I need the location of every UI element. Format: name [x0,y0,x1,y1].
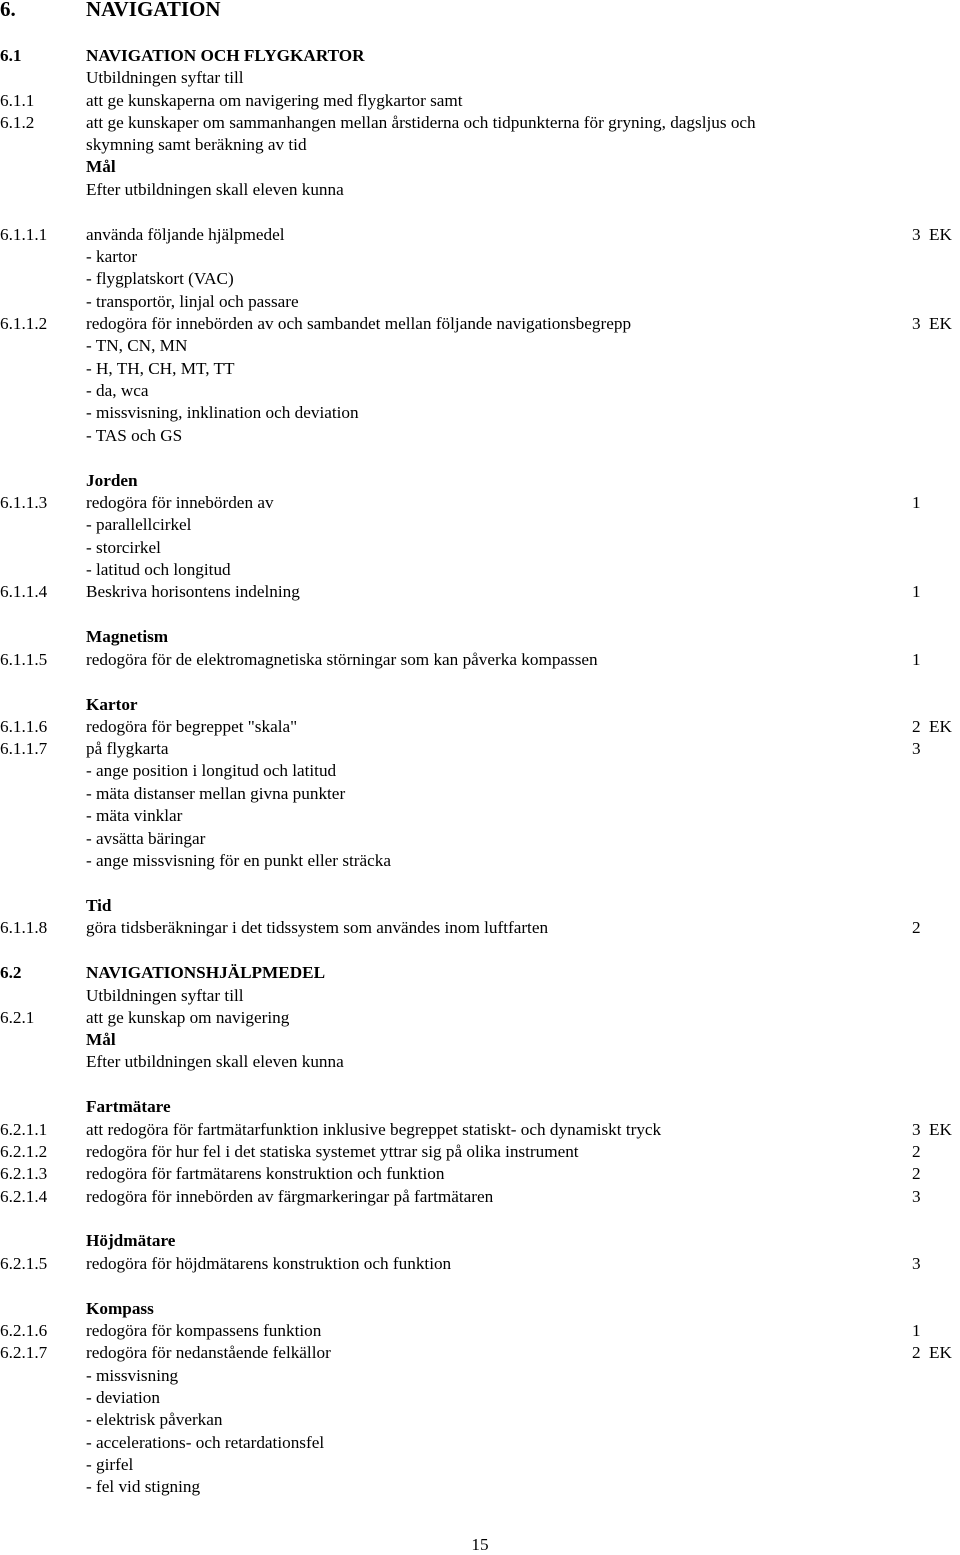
level-value: 3 [912,1120,921,1139]
level-value: 1 [912,493,921,512]
level-value: 2 [912,1142,921,1161]
item-text: skymning samt beräkning av tid [86,135,307,154]
item-text: - fel vid stigning [86,1477,201,1496]
item-text: - elektrisk påverkan [86,1410,223,1429]
item-text: Mål [86,157,116,176]
item-text: Efter utbildningen skall eleven kunna [86,1052,344,1071]
ek-marker: EK [929,314,952,333]
level-value: 3 [912,314,921,333]
item-number: 6.1.1.8 [0,918,48,937]
item-text: Mål [86,1030,116,1049]
item-text: redogöra för begreppet "skala" [86,717,298,736]
item-text: redogöra för hur fel i det statiska systemet yttrar sig på olika instrument [86,1142,579,1161]
item-number: 6.2.1.5 [0,1254,48,1273]
item-number: 6.2.1.7 [0,1343,48,1362]
item-text: Tid [86,896,112,915]
level-value: 1 [912,582,921,601]
item-text: - mäta vinklar [86,806,183,825]
item-text: - ange position i longitud och latitud [86,761,337,780]
item-text: redogöra för innebörden av och sambandet mellan följande navigationsbegrepp [86,314,632,333]
ek-marker: EK [929,1120,952,1139]
item-number: 6.1 [0,46,22,65]
item-text: - flygplatskort (VAC) [86,269,234,288]
item-text: - parallellcirkel [86,515,192,534]
item-text: redogöra för innebörden av [86,493,274,512]
level-value: 1 [912,650,921,669]
level-value: 3 [912,1254,921,1273]
level-value: 3 [912,1187,921,1206]
item-text: NAVIGATION OCH FLYGKARTOR [86,46,365,65]
item-text: att redogöra för fartmätarfunktion inklusive begreppet statiskt- och dynamiskt tryck [86,1120,662,1139]
item-text: - da, wca [86,381,149,400]
chapter-number: 6. [0,0,16,21]
item-number: 6.1.1.4 [0,582,48,601]
item-text: Fartmätare [86,1097,171,1116]
item-number: 6.2.1.2 [0,1142,48,1161]
item-text: NAVIGATIONSHJÄLPMEDEL [86,963,326,982]
level-value: 3 [912,225,921,244]
level-value: 2 [912,1164,921,1183]
item-text: - latitud och longitud [86,560,231,579]
item-text: använda följande hjälpmedel [86,225,285,244]
chapter-title: NAVIGATION [86,0,221,21]
ek-marker: EK [929,1343,952,1362]
level-value: 3 [912,739,921,758]
item-number: 6.2 [0,963,22,982]
page-number: 15 [471,1535,489,1554]
item-number: 6.2.1.4 [0,1187,48,1206]
item-text: redogöra för höjdmätarens konstruktion och funktion [86,1254,452,1273]
item-text: Efter utbildningen skall eleven kunna [86,180,344,199]
item-text: Beskriva horisontens indelning [86,582,300,601]
item-text: - storcirkel [86,538,161,557]
item-text: - girfel [86,1455,134,1474]
level-value: 1 [912,1321,921,1340]
item-text: att ge kunskap om navigering [86,1008,290,1027]
item-text: Höjdmätare [86,1231,176,1250]
item-text: Magnetism [86,627,169,646]
item-text: - H, TH, CH, MT, TT [86,359,235,378]
item-text: redogöra för fartmätarens konstruktion och funktion [86,1164,445,1183]
item-text: göra tidsberäkningar i det tidssystem som användes inom luftfarten [86,918,549,937]
item-text: på flygkarta [86,739,169,758]
item-number: 6.1.1.1 [0,225,48,244]
item-text: - deviation [86,1388,160,1407]
item-text: Kompass [86,1299,154,1318]
item-text: redogöra för nedanstående felkällor [86,1343,331,1362]
item-text: - kartor [86,247,138,266]
item-number: 6.1.1.3 [0,493,48,512]
item-text: att ge kunskaperna om navigering med flygkartor samt [86,91,463,110]
item-text: - mäta distanser mellan givna punkter [86,784,346,803]
level-value: 2 [912,918,921,937]
item-text: - TAS och GS [86,426,183,445]
item-text: - ange missvisning för en punkt eller sträcka [86,851,391,870]
ek-marker: EK [929,225,952,244]
item-number: 6.2.1.3 [0,1164,48,1183]
item-text: att ge kunskaper om sammanhangen mellan årstiderna och tidpunkterna för gryning, dagsljus och [86,113,756,132]
item-number: 6.1.1 [0,91,35,110]
item-text: - missvisning, inklination och deviation [86,403,359,422]
item-text: redogöra för de elektromagnetiska störningar som kan påverka kompassen [86,650,598,669]
level-value: 2 [912,1343,921,1362]
item-text: Kartor [86,695,138,714]
item-text: Jorden [86,471,138,490]
item-number: 6.1.1.2 [0,314,48,333]
item-text: Utbildningen syftar till [86,986,244,1005]
item-number: 6.2.1 [0,1008,35,1027]
item-number: 6.1.1.7 [0,739,48,758]
item-number: 6.1.2 [0,113,35,132]
ek-marker: EK [929,717,952,736]
item-text: - missvisning [86,1366,179,1385]
item-text: - avsätta bäringar [86,829,206,848]
item-text: - TN, CN, MN [86,336,188,355]
item-text: - accelerations- och retardationsfel [86,1433,325,1452]
item-number: 6.2.1.1 [0,1120,48,1139]
item-text: redogöra för innebörden av färgmarkeringar på fartmätaren [86,1187,494,1206]
item-number: 6.2.1.6 [0,1321,48,1340]
item-number: 6.1.1.6 [0,717,48,736]
item-text: redogöra för kompassens funktion [86,1321,322,1340]
item-text: - transportör, linjal och passare [86,292,299,311]
level-value: 2 [912,717,921,736]
item-text: Utbildningen syftar till [86,68,244,87]
item-number: 6.1.1.5 [0,650,48,669]
